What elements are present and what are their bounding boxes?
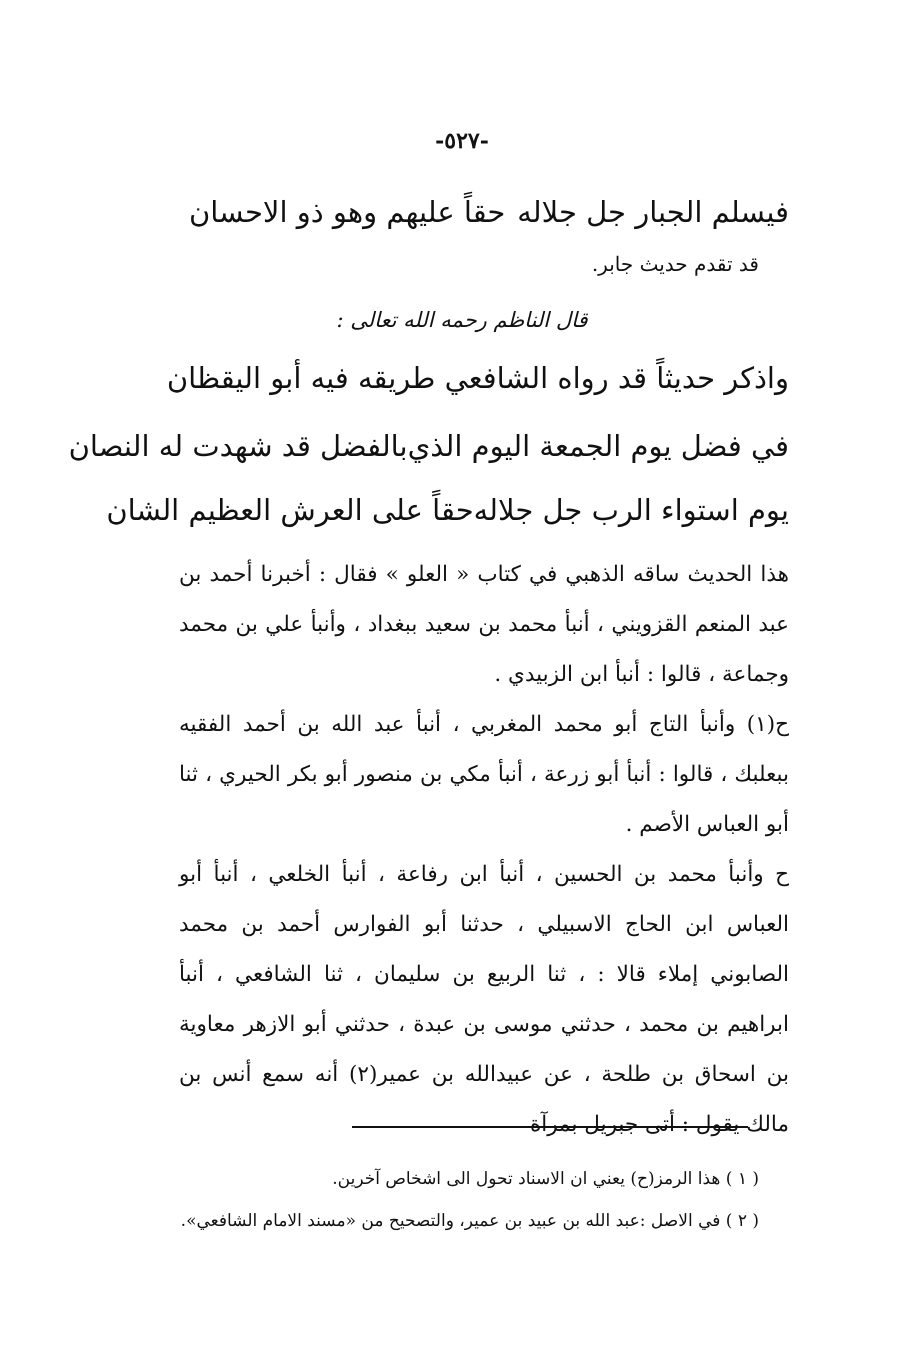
verse-first-hemistich: واذكر حديثاً قد رواه الشافعي طريقه فيه أبو اليقظان [166,361,789,395]
footnote: ( ١ ) هذا الرمز(ح) يعني ان الاسناد تحول الى اشخاص آخرين. [332,1169,759,1189]
verse-second-hemistich: حقاً عليهم وهو ذو الاحسان [189,195,506,229]
poem-verse [166,352,789,404]
section-heading: قال الناظم رحمه الله تعالى : [336,308,588,332]
page-number: -٥٢٧- [435,128,489,154]
footnotes [159,1158,759,1242]
poem-verse [106,484,789,536]
footnote: ( ٢ ) في الاصل :عبد الله بن عبيد بن عمير، والتصحيح من «مسند الامام الشافعي». [180,1211,759,1231]
verse-second-hemistich: بالفضل قد شهدت له النصان [68,429,408,463]
paragraph: ح وأنبأ محمد بن الحسين ، أنبأ ابن رفاعة ، أنبأ الخلعي ، أنبأ أبو العباس ابن الحاج الاسبيلي ، حدثنا أبو الفوارس أحمد بن محمد الصابوني إملاء قالا : ، ثنا الربيع بن سليمان ، ثنا الشافعي ، أنبأ ابراهيم بن محمد ، حدثني موسى بن عبدة ، حدثني أبو الازهر معاوية بن اسحاق بن طلحة ، عن عبيدالله بن عمير(٢) أنه سمع أنس بن مالك يقول : أتى جبريل بمرآة [179,862,789,1137]
verse-second-hemistich: حقاً على العرش العظيم الشان [106,493,474,527]
verse-first-hemistich: فيسلم الجبار جل جلاله [517,195,789,229]
paragraph: ح(١) وأنبأ التاج أبو محمد المغربي ، أنبأ عبد الله بن أحمد الفقيه ببعلبك ، قالوا : أنبأ أبو زرعة ، أنبأ مكي بن منصور أبو بكر الحيري ، ثنا أبو العباس الأصم . [179,712,789,837]
verse-first-hemistich: في فضل يوم الجمعة اليوم الذي [407,429,789,463]
verse-line [189,186,789,238]
paragraph: هذا الحديث ساقه الذهبي في كتاب « العلو » فقال : أخبرنا أحمد بن عبد المنعم القزويني ، أنبأ محمد بن سعيد ببغداد ، وأنبأ علي بن محمد وجماعة ، قالوا : أنبأ ابن الزبيدي . [179,562,789,687]
body-text [179,550,789,1150]
poem-verse [68,420,789,472]
verse-first-hemistich: يوم استواء الرب جل جلاله [473,493,789,527]
footnote-separator [352,1126,748,1128]
note-line: قد تقدم حديث جابر. [591,252,759,276]
